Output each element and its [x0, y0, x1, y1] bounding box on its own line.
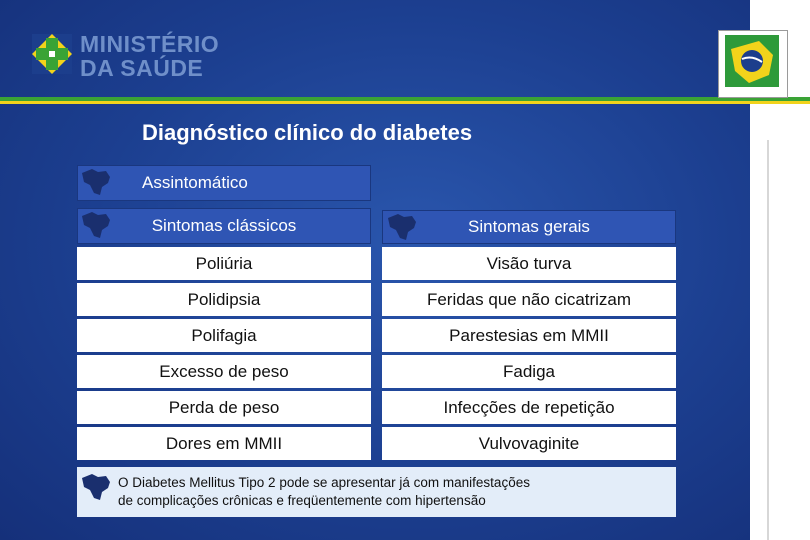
- table-cell: Poliúria: [77, 247, 371, 280]
- slide-title: Diagnóstico clínico do diabetes: [142, 120, 473, 145]
- table-cell: Parestesias em MMII: [382, 319, 676, 352]
- brazil-flag-emblem: [718, 30, 788, 98]
- panel-divider: [767, 140, 769, 540]
- header-general-symptoms: Sintomas gerais: [382, 210, 676, 244]
- table-cell: Visão turva: [382, 247, 676, 280]
- table-cell: Feridas que não cicatrizam: [382, 283, 676, 316]
- table-cell: Perda de peso: [77, 391, 371, 424]
- table-cell: Polifagia: [77, 319, 371, 352]
- table-cell: Dores em MMII: [77, 427, 371, 460]
- ministry-logo-text: MINISTÉRIO DA SAÚDE: [80, 31, 220, 81]
- brazil-map-icon: [384, 210, 420, 244]
- ministry-cross-icon: [30, 32, 74, 76]
- brazil-flag-icon: [719, 31, 785, 95]
- table-cell: Excesso de peso: [77, 355, 371, 388]
- header-asymptomatic: Assintomático: [77, 165, 371, 201]
- brazil-map-icon: [78, 208, 114, 242]
- table-cell: Fadiga: [382, 355, 676, 388]
- clinical-note: O Diabetes Mellitus Tipo 2 pode se apresentar já com manifestações de complicações crônicas e freqüentemente com hipertensão: [77, 467, 676, 517]
- brazil-map-icon: [78, 165, 114, 199]
- yellow-stripe: [0, 101, 810, 104]
- table-cell: Infecções de repetição: [382, 391, 676, 424]
- header-classic-symptoms: Sintomas clássicos: [77, 208, 371, 244]
- table-cell: Polidipsia: [77, 283, 371, 316]
- brazil-map-icon: [78, 470, 114, 504]
- table-cell: Vulvovaginite: [382, 427, 676, 460]
